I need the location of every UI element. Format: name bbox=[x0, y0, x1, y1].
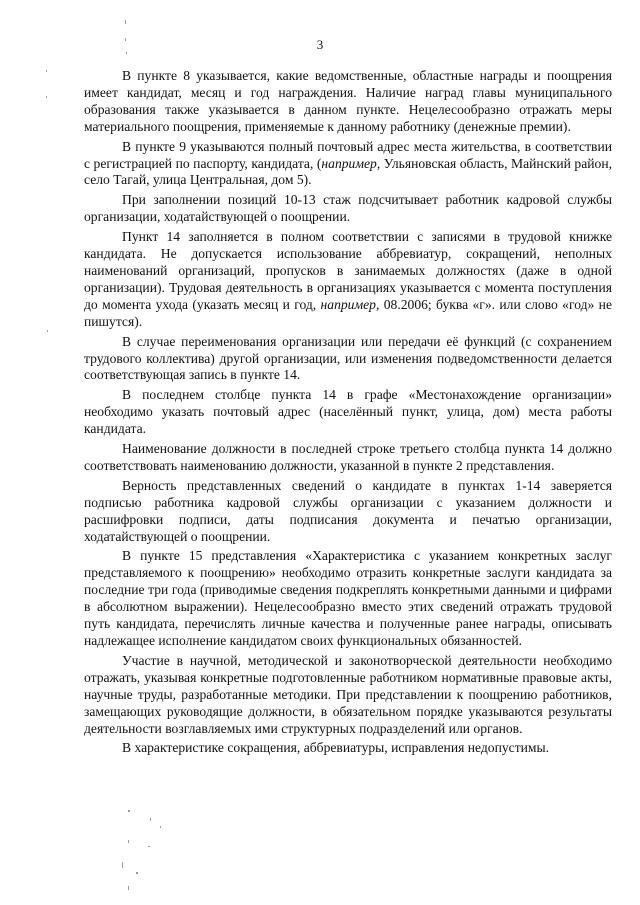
paragraph-5 bbox=[84, 334, 612, 385]
paragraph-text: Пункт 14 заполняется в полном соответствии с записями в трудовой книжке кандидата. Не допускается использование аббревиатур, сокращений, неполных наименований организаций, пропусков в занимаемых должностях (даже в одной организации). Трудовая деятельность в организациях указывается с момента поступления до момента ухода (указать месяц и год, bbox=[84, 229, 612, 312]
paragraph-7 bbox=[84, 441, 612, 475]
paragraph-text: В характеристике сокращения, аббревиатуры, исправления недопустимы. bbox=[122, 740, 550, 756]
paragraph-6 bbox=[84, 387, 612, 438]
paragraph-text: , 08.2006; буква «г». или слово «год» не пишутся). bbox=[84, 296, 612, 329]
paragraph-text: В случае переименования организации или передачи её функций (с сохранением трудового коллектива) другой организации, или изменения подведомственности делается соответствующая запись в пункте 14. bbox=[84, 333, 612, 383]
italic-text: например bbox=[321, 155, 377, 171]
paragraph-11 bbox=[84, 740, 612, 757]
paragraph-text: Верность представленных сведений о кандидате в пунктах 1-14 заверяется подписью работника кадровой службы организации с указанием должности и расшифровки подписи, даты подписания документа и печатью организации, ходатайствующей о поощрении. bbox=[84, 477, 612, 544]
paragraph-text: Наименование должности в последней строке третьего столбца пункта 14 должно соответствовать наименованию должности, указанной в пункте 2 представления. bbox=[84, 441, 612, 473]
page-number: 3 bbox=[316, 37, 324, 52]
paragraph-8 bbox=[84, 478, 612, 546]
paragraph-text: В пункте 8 указывается, какие ведомственные, областные награды и поощрения имеет кандидат, месяц и год награждения. Наличие наград главы муниципального образования также указывается в данном пункте. Нецелесообразно отражать меры материального поощрения, применяемые к данному работнику (денежные премии). bbox=[84, 68, 612, 134]
paragraph-text: В пункте 9 указываются полный почтовый адрес места жительства, в соответствии с регистрацией по паспорту, кандидата, ( bbox=[84, 138, 612, 171]
italic-text: например bbox=[320, 296, 376, 312]
paragraph-1 bbox=[84, 68, 612, 136]
paragraph-3 bbox=[84, 192, 612, 226]
paragraph-4 bbox=[84, 229, 612, 330]
paragraph-text: В последнем столбце пункта 14 в графе «Местонахождение организации» необходимо указать почтовый адрес (населённый пункт, улица, дом) места работы кандидата. bbox=[84, 387, 612, 437]
paragraph-text: , Ульяновская область, Майнский район, село Тагай, улица Центральная, дом 5). bbox=[84, 155, 612, 188]
paragraph-2 bbox=[84, 139, 612, 190]
paragraph-text: В пункте 15 представления «Характеристика с указанием конкретных заслуг представляемого к поощрению» необходимо отразить конкретные заслуги кандидата за последние три года (приводимые сведения подкреплять конкретными данными и цифрами в абсолютном выражении). Нецелесообразно вместо этих сведений отражать трудовой путь кандидата, перечислять личные качества и полученные ранее награды, описывать надлежащее исполнение кандидатом своих функциональных обязанностей. bbox=[84, 548, 612, 648]
paragraph-text: Участие в научной, методической и законотворческой деятельности необходимо отражать, указывая конкретные подготовленные работником нормативные правовые акты, научные труды, разработанные методики. При представлении к поощрению работников, замещающих руководящие должности, в обязательном порядке указываются результаты деятельности возглавляемых ими структурных подразделений или органов. bbox=[84, 652, 612, 736]
paragraph-text: При заполнении позиций 10-13 стаж подсчитывает работник кадровой службы организации, ходатайствующей о поощрении. bbox=[84, 192, 612, 225]
paragraph-9 bbox=[84, 548, 612, 649]
paragraph-10 bbox=[84, 653, 612, 738]
document-body bbox=[84, 68, 612, 760]
